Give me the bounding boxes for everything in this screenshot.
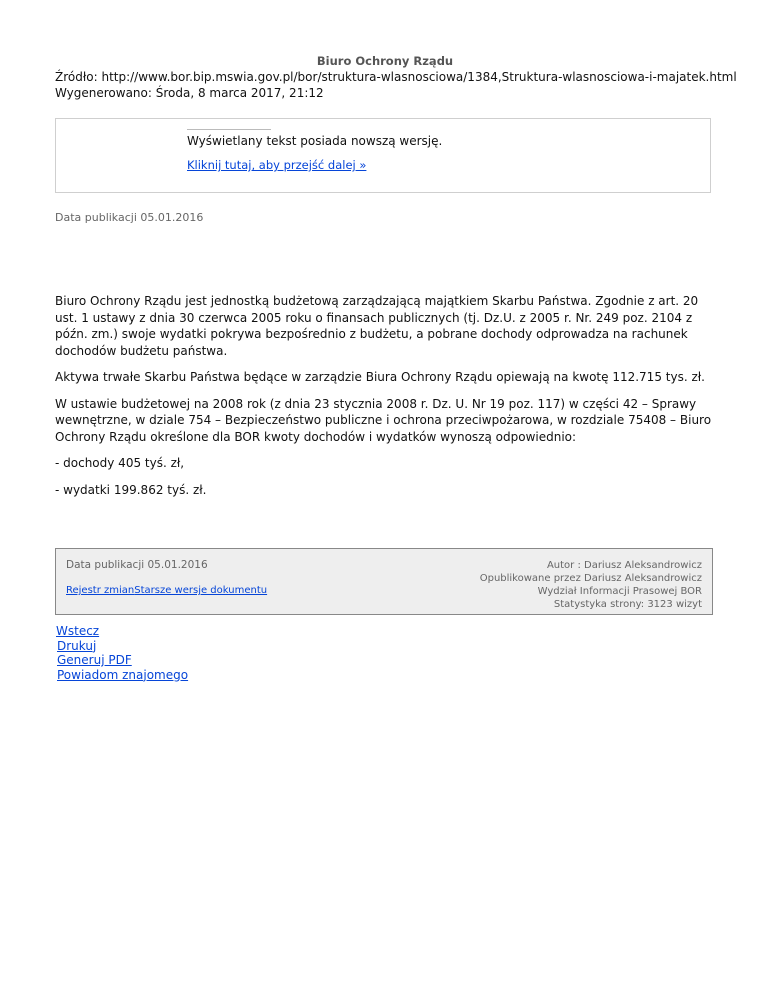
paragraph-income: - dochody 405 tyś. zł, xyxy=(55,456,185,470)
go-to-newer-version-link[interactable]: Kliknij tutaj, aby przejść dalej » xyxy=(187,158,367,172)
page-actions xyxy=(56,624,188,682)
footer-links xyxy=(66,584,267,596)
notice-text: Wyświetlany tekst posiada nowszą wersję. xyxy=(187,134,443,148)
generate-pdf-link[interactable]: Generuj PDF xyxy=(57,653,132,667)
paragraph-expenses: - wydatki 199.862 tyś. zł. xyxy=(55,482,207,497)
notice-inner xyxy=(187,129,637,172)
notify-friend-link[interactable]: Powiadom znajomego xyxy=(57,667,189,682)
back-link[interactable]: Wstecz xyxy=(56,624,100,638)
paragraph-intro: Biuro Ochrony Rządu jest jednostką budżetową zarządzającą majątkiem Skarbu Państwa. Zgodnie z art. 20 ust. 1 ustawy z dnia 30 czerwca 2005 roku o finansach publicznych (tj. Dz.U. z 2005 r. Nr. 249 poz. 2104 z późn. zm.) swoje wydatki pokrywa bezpośrednio z budżetu, a pobrane dochody odprowadza na rachunek dochodów budżetu państwa. xyxy=(55,294,699,358)
paragraph-budget: W ustawie budżetowej na 2008 rok (z dnia 23 stycznia 2008 r. Dz. U. Nr 19 poz. 117) w części 42 – Sprawy wewnętrzne, w dziale 754 – Bezpieczeństwo publiczne i ochrona przeciwpożarowa, w rozdziale 75408 – Biuro Ochrony Rządu określone dla BOR kwoty dochodów i wydatków wynoszą odpowiednio: xyxy=(55,396,712,444)
publication-date: Data publikacji 05.01.2016 xyxy=(55,211,204,224)
author: Autor : Dariusz Aleksandrowicz xyxy=(546,560,702,571)
document-header xyxy=(55,53,737,101)
page-title: Biuro Ochrony Rządu xyxy=(316,54,454,68)
document-metadata-footer xyxy=(55,548,713,615)
paragraph-assets: Aktywa trwałe Skarbu Państwa będące w zarządzie Biura Ochrony Rządu opiewają na kwotę 112.715 tys. zł. xyxy=(55,370,705,384)
department: Wydział Informacji Prasowej BOR xyxy=(537,586,702,597)
source-url: Źródło: http://www.bor.bip.mswia.gov.pl/bor/struktura-wlasnosciowa/1384,Struktura-wlasnosciowa-i-majatek.html xyxy=(55,70,737,84)
newer-version-notice xyxy=(55,118,711,193)
footer-right xyxy=(480,559,702,611)
notice-divider xyxy=(187,129,271,130)
footer-publication-date: Data publikacji 05.01.2016 xyxy=(66,559,208,571)
print-link[interactable]: Drukuj xyxy=(57,638,97,653)
article-content xyxy=(55,293,715,508)
published-by: Opublikowane przez Dariusz Aleksandrowicz xyxy=(479,573,702,584)
footer-left xyxy=(66,559,267,596)
generated-timestamp: Wygenerowano: Środa, 8 marca 2017, 21:12 xyxy=(55,86,324,100)
change-registry-link[interactable]: Rejestr zmian xyxy=(66,585,135,596)
page-stats: Statystyka strony: 3123 wizyt xyxy=(553,599,702,610)
older-versions-link[interactable]: Starsze wersje dokumentu xyxy=(134,585,268,596)
